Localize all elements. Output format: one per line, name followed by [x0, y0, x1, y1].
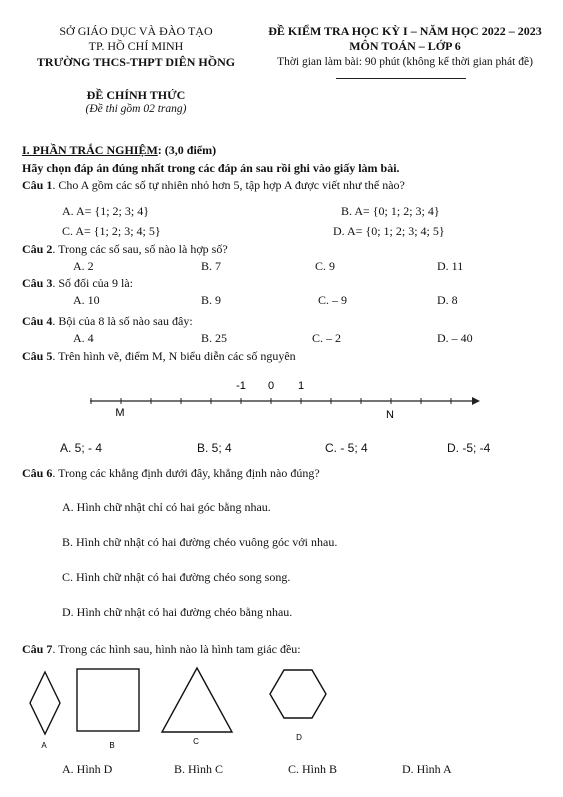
q2-option-c: C. 9	[315, 259, 336, 273]
q3-option-a: A. 10	[73, 293, 100, 307]
section-title	[22, 143, 216, 158]
q1-option-c: C. A= {1; 2; 3; 4; 5}	[62, 224, 161, 238]
q4-option-c: C. – 2	[312, 331, 342, 345]
question-3	[22, 276, 133, 291]
question-label: Câu 3	[22, 276, 53, 290]
question-text: . Trong các hình sau, hình nào là hình tam giác đều:	[52, 642, 301, 656]
question-text: . Bội của 8 là số nào sau đây:	[52, 314, 193, 328]
q3-option-d: D. 8	[437, 293, 458, 307]
shapes-figure	[0, 660, 563, 750]
shape-label-d: D	[296, 733, 302, 742]
q7-option-a: A. Hình D	[62, 762, 113, 776]
header-department: SỞ GIÁO DỤC VÀ ĐÀO TẠO	[59, 24, 213, 38]
question-text: . Số đối của 9 là:	[52, 276, 133, 290]
question-label: Câu 2	[22, 242, 53, 256]
q1-option-a: A. A= {1; 2; 3; 4}	[62, 204, 149, 218]
q7-option-c: C. Hình B	[288, 762, 338, 776]
question-5	[22, 349, 296, 364]
question-7	[22, 642, 301, 657]
question-text: . Trên hình vẽ, điểm M, N biểu diễn các số nguyên	[52, 349, 296, 363]
question-text: . Cho A gồm các số tự nhiên nhỏ hơn 5, tập hợp A được viết như thế nào?	[52, 178, 405, 192]
label-minus-one: -1	[236, 380, 246, 392]
exam-subject: MÔN TOÁN – LỚP 6	[349, 39, 461, 53]
question-label: Câu 7	[22, 642, 53, 656]
q7-option-b: B. Hình C	[174, 762, 224, 776]
section-instruction: Hãy chọn đáp án đúng nhất trong các đáp án sau rồi ghi vào giấy làm bài.	[22, 161, 400, 175]
q4-option-d: D. – 40	[437, 331, 473, 345]
question-text: . Trong các khẳng định dưới đây, khẳng định nào đúng?	[52, 466, 320, 480]
question-label: Câu 6	[22, 466, 53, 480]
question-2	[22, 242, 228, 257]
q1-option-b: B. A= {0; 1; 2; 3; 4}	[341, 204, 440, 218]
shape-label-a: A	[41, 741, 47, 750]
question-label: Câu 5	[22, 349, 53, 363]
q3-option-c: C. – 9	[318, 293, 348, 307]
section-title-text: I. PHẦN TRẮC NGHIỆM	[22, 143, 158, 157]
number-line-figure	[0, 375, 563, 435]
header-underline	[336, 78, 466, 79]
q5-option-d: D. -5; -4	[447, 441, 491, 455]
label-one: 1	[297, 380, 305, 392]
official-label: ĐỀ CHÍNH THỨC	[86, 88, 186, 102]
question-label: Câu 1	[22, 178, 53, 192]
q1-option-d: D. A= {0; 1; 2; 3; 4; 5}	[333, 224, 445, 238]
triangle-shape	[162, 668, 232, 732]
hexagon-shape	[270, 670, 326, 718]
exam-title: ĐỀ KIỂM TRA HỌC KỲ I – NĂM HỌC 2022 – 2023	[268, 24, 542, 38]
question-text: . Trong các số sau, số nào là hợp số?	[52, 242, 228, 256]
q4-option-a: A. 4	[73, 331, 94, 345]
question-4	[22, 314, 193, 329]
q7-option-d: D. Hình A	[402, 762, 452, 776]
q5-option-b: B. 5; 4	[197, 441, 232, 455]
q5-option-c: C. - 5; 4	[325, 441, 368, 455]
rhombus-shape	[30, 672, 60, 734]
q2-option-a: A. 2	[73, 259, 94, 273]
q3-option-b: B. 9	[201, 293, 222, 307]
point-m-label: M	[115, 407, 125, 419]
q4-option-b: B. 25	[201, 331, 228, 345]
header-city: TP. HỒ CHÍ MINH	[88, 39, 184, 53]
q6-option-c: C. Hình chữ nhật có hai đường chéo song song.	[62, 570, 291, 584]
question-6	[22, 466, 320, 481]
number-line-arrow	[472, 397, 480, 405]
header-school: TRƯỜNG THCS-THPT DIÊN HỒNG	[36, 55, 236, 69]
pages-note: (Đề thi gồm 02 trang)	[85, 103, 187, 115]
label-zero: 0	[267, 380, 275, 392]
q5-option-a: A. 5; - 4	[60, 441, 103, 455]
q2-option-d: D. 11	[437, 259, 464, 273]
question-label: Câu 4	[22, 314, 53, 328]
question-1	[22, 178, 405, 193]
q6-option-a: A. Hình chữ nhật chỉ có hai góc bằng nhau.	[62, 500, 271, 514]
shape-label-c: C	[193, 737, 199, 746]
square-shape	[77, 669, 139, 731]
q6-option-b: B. Hình chữ nhật có hai đường chéo vuông góc với nhau.	[62, 535, 338, 549]
q2-option-b: B. 7	[201, 259, 222, 273]
shape-label-b: B	[109, 741, 115, 750]
exam-time: Thời gian làm bài: 90 phút (không kể thời gian phát đề)	[277, 56, 533, 68]
q6-option-d: D. Hình chữ nhật có hai đường chéo bằng nhau.	[62, 605, 293, 619]
section-points: : (3,0 điểm)	[157, 143, 217, 157]
point-n-label: N	[386, 409, 394, 421]
